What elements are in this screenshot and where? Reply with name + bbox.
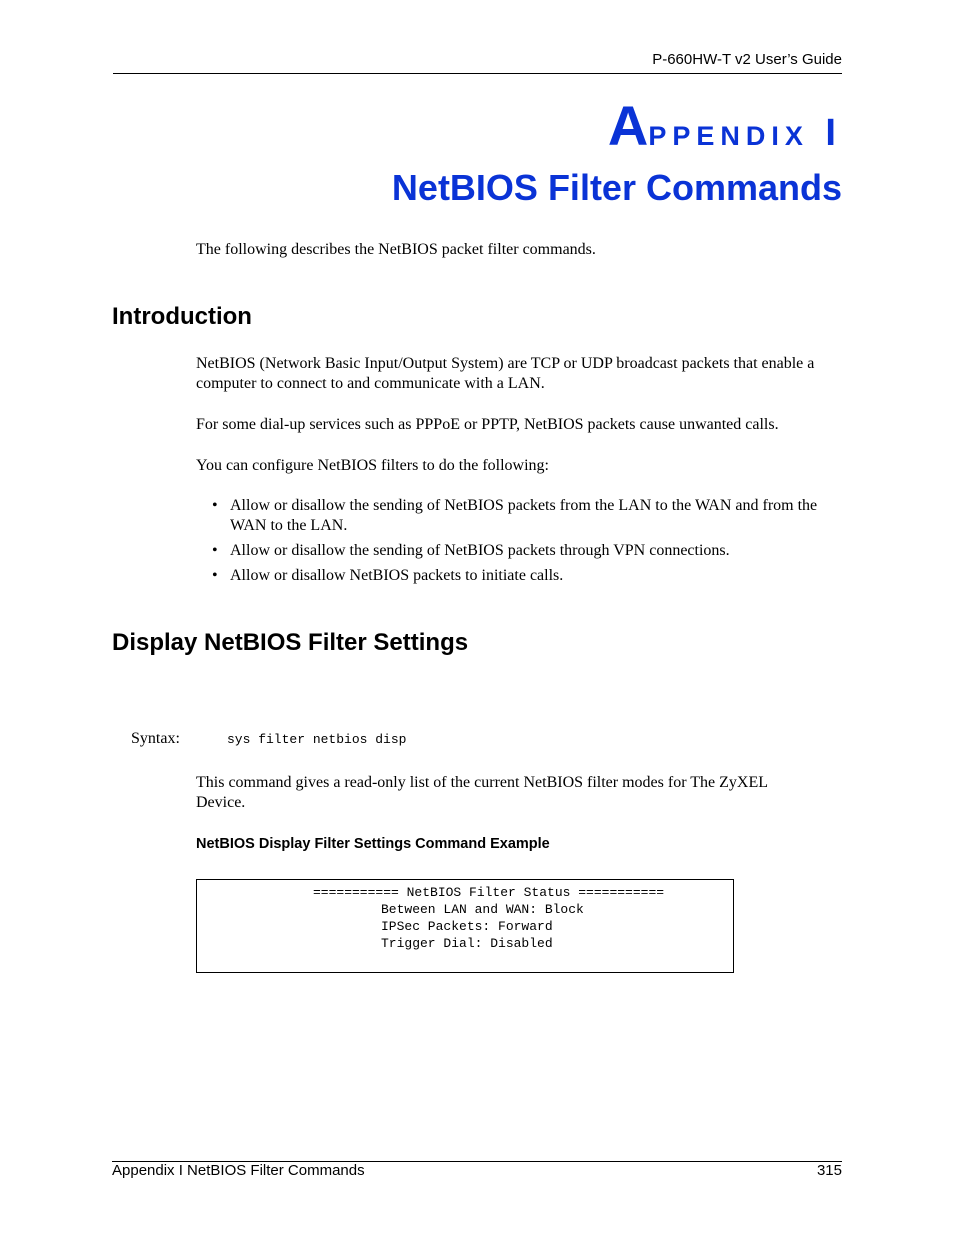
list-item: • Allow or disallow the sending of NetBIOS packets through VPN connections. [212, 542, 730, 559]
appendix-label-rest: ppendix I [648, 112, 842, 154]
introduction-heading: Introduction [112, 303, 252, 330]
example-line: Between LAN and WAN: Block [381, 902, 584, 917]
bullet-icon: • [212, 497, 218, 514]
example-line: Trigger Dial: Disabled [381, 936, 553, 951]
intro-paragraph: The following describes the NetBIOS packet filter commands. [196, 241, 596, 258]
appendix-label [607, 94, 842, 157]
command-description: This command gives a read-only list of the current NetBIOS filter modes for The ZyXEL Device. [196, 774, 768, 811]
filter-options-list [212, 496, 842, 591]
netbios-definition: NetBIOS (Network Basic Input/Output System) are TCP or UDP broadcast packets that enable a computer to connect to and communicate with a LAN. [196, 355, 815, 392]
example-line: IPSec Packets: Forward [381, 919, 553, 934]
command-example-box [196, 879, 734, 973]
syntax-label: Syntax: [131, 730, 180, 747]
page-number: 315 [816, 1162, 842, 1179]
dialup-note: For some dial-up services such as PPPoE or PPTP, NetBIOS packets cause unwanted calls. [196, 416, 779, 433]
appendix-label-initial: A [607, 94, 649, 157]
chapter-title: NetBIOS Filter Commands [391, 167, 842, 208]
example-caption: NetBIOS Display Filter Settings Command Example [196, 836, 550, 852]
header-rule [113, 73, 842, 74]
display-settings-heading: Display NetBIOS Filter Settings [112, 629, 469, 656]
configure-intro: You can configure NetBIOS filters to do the following: [196, 457, 549, 474]
running-header: P-660HW-T v2 User’s Guide [652, 51, 842, 68]
bullet-icon: • [212, 567, 218, 584]
list-item: • Allow or disallow the sending of NetBIOS packets from the LAN to the WAN and from the WAN to the LAN. [212, 497, 818, 534]
example-line: =========== NetBIOS Filter Status =========== [313, 885, 665, 900]
list-item: • Allow or disallow NetBIOS packets to initiate calls. [212, 567, 564, 584]
syntax-command: sys filter netbios disp [227, 732, 407, 747]
footer-chapter: Appendix I NetBIOS Filter Commands [112, 1162, 365, 1179]
bullet-icon: • [212, 542, 218, 559]
